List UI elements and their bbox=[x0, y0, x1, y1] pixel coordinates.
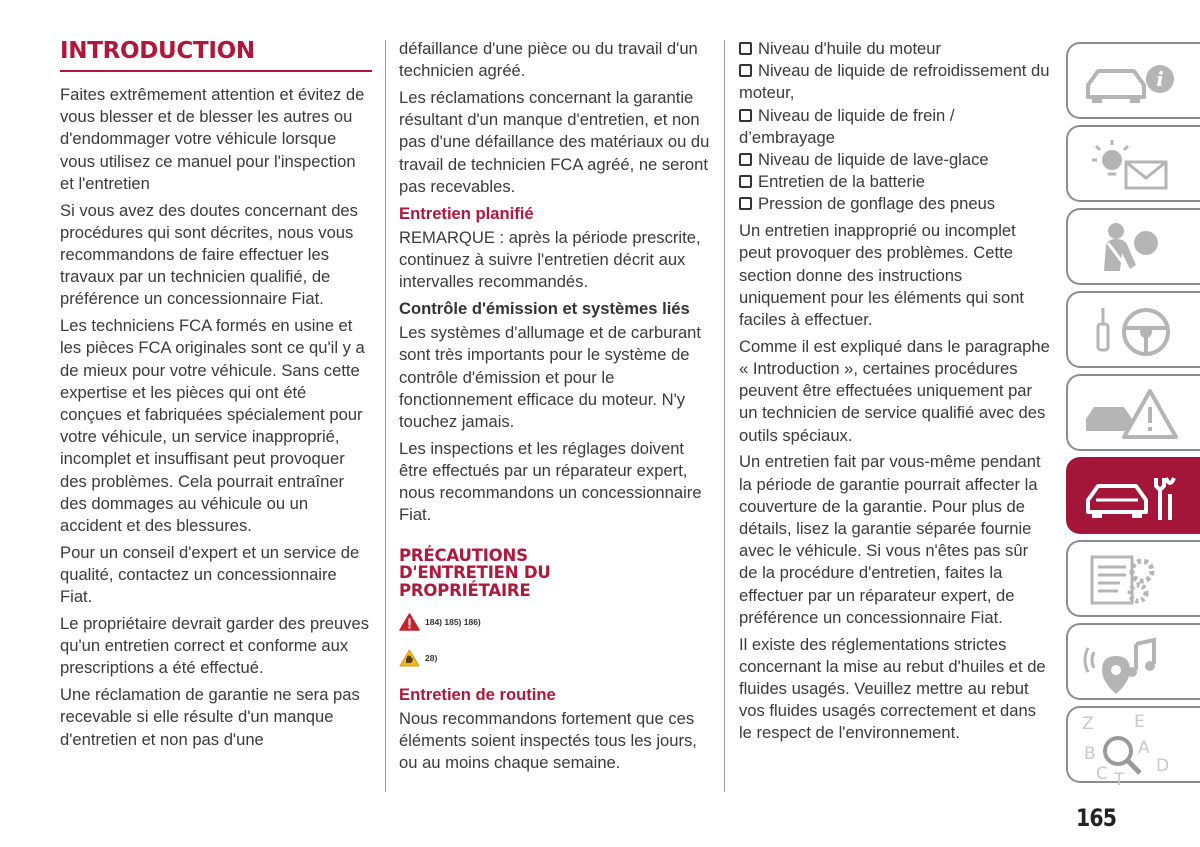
index-letter: E bbox=[1134, 713, 1145, 732]
checklist-item: Niveau de liquide de refroidissement du moteur, bbox=[739, 61, 1050, 103]
paragraph: Un entretien inapproprié ou incomplet peut provoquer des problèmes. Cette section donne des instructions uniquement pour les éléments qui sont faciles à effectuer. bbox=[739, 221, 1025, 330]
danger-warning-refs bbox=[399, 611, 711, 633]
paragraph: Pour un conseil d'expert et un service de qualité, contactez un concessionnaire Fiat. bbox=[60, 542, 360, 607]
warning-light-message-icon bbox=[1080, 132, 1190, 198]
checkbox-square-icon bbox=[739, 42, 752, 55]
tab-maintenance[interactable] bbox=[1066, 457, 1200, 534]
column-2 bbox=[399, 38, 711, 779]
page-number: 165 bbox=[1076, 804, 1117, 832]
index-letter: A bbox=[1138, 738, 1150, 758]
index-letter: T bbox=[1114, 770, 1125, 785]
paragraph: Les inspections et les réglages doivent être effectués par un réparateur expert, nous recommandons un concessionnaire Fiat. bbox=[399, 438, 702, 525]
index-letter: B bbox=[1084, 744, 1096, 764]
paragraph: Comme il est expliqué dans le paragraphe « Introduction », certaines procédures peuvent être effectuées uniquement par un technicien de service qualifié avec des outils spéciaux. bbox=[739, 336, 1050, 445]
subheading-controle-emission: Contrôle d'émission et systèmes liés bbox=[399, 299, 690, 319]
title-rule bbox=[60, 70, 372, 72]
column-1 bbox=[60, 38, 372, 755]
tab-emergency[interactable] bbox=[1066, 374, 1200, 451]
checklist-item: Pression de gonflage des pneus bbox=[739, 193, 1051, 215]
checkbox-square-icon bbox=[739, 109, 752, 122]
warning-reference-numbers: 184) 185) 186) bbox=[425, 617, 481, 628]
car-hazard-triangle-icon bbox=[1080, 381, 1190, 447]
tab-technical-data[interactable] bbox=[1066, 540, 1200, 617]
section-title-line: D'ENTRETIEN DU bbox=[399, 563, 551, 583]
paragraph: Il existe des réglementations strictes concernant la mise au rebut d'huiles et de fluides usagés. Veuillez mettre au rebut vos fluides usagés correctement et dans le respect de l'environnement. bbox=[739, 634, 1046, 743]
section-title-precautions bbox=[399, 547, 711, 600]
caution-warning-refs bbox=[399, 647, 711, 669]
checklist-item: Entretien de la batterie bbox=[739, 171, 1051, 193]
document-gears-icon bbox=[1080, 547, 1190, 613]
paragraph: Les systèmes d'allumage et de carburant sont très importants pour le système de contrôle d'émission et pour le fonctionnement efficace du moteur. N'y touchez jamais. bbox=[399, 323, 702, 432]
checkbox-square-icon bbox=[739, 153, 752, 166]
paragraph: Les techniciens FCA formés en usine et les pièces FCA originales sont ce qu'il y a de mieux pour votre véhicule. Sans cette expertise et les pièces qui ont été conçues et fabriquées spécialement pour votre véhicule, un service inapproprié, incomplet et insuffisant peut provoquer des problèmes. Cela pourrait entraîner des dommages au véhicule ou un accident et des blessures. bbox=[60, 316, 365, 536]
checkbox-square-icon bbox=[739, 64, 752, 77]
checkbox-square-icon bbox=[739, 175, 752, 188]
alphabet-search-icon bbox=[1080, 713, 1190, 785]
index-letter: D bbox=[1156, 756, 1170, 776]
checkbox-square-icon bbox=[739, 197, 752, 210]
column-3 bbox=[739, 38, 1051, 749]
paragraph: défaillance d'une pièce ou du travail d'un technicien agréé. bbox=[399, 39, 698, 81]
tab-dashboard-info[interactable] bbox=[1066, 42, 1200, 119]
paragraph: Nous recommandons fortement que ces éléments soient inspectés tous les jours, ou au moins chaque semaine. bbox=[399, 708, 697, 773]
tab-index[interactable] bbox=[1066, 706, 1200, 783]
page-title: INTRODUCTION bbox=[60, 38, 255, 64]
warning-reference-numbers: 28) bbox=[425, 653, 438, 664]
section-title-line: PRÉCAUTIONS bbox=[399, 545, 528, 565]
tab-safety[interactable] bbox=[1066, 208, 1200, 285]
paragraph: Un entretien fait par vous-même pendant la période de garantie pourrait affecter la couverture de la garantie. Pour plus de détails, lisez la garantie séparée fournie avec le véhicule. Si vous n'êtes pas sûr de la procédure d'entretien, faites la effectuer par un réparateur expert, de préférence un concessionnaire Fiat. bbox=[739, 452, 1041, 627]
caution-hand-triangle-icon bbox=[399, 649, 420, 667]
paragraph: Une réclamation de garantie ne sera pas recevable si elle résulte d'un manque d'entretien et non pas d'une bbox=[60, 685, 360, 749]
paragraph: Faites extrêmement attention et évitez de vous blesser et de blesser les autres ou d'endommager votre véhicule lorsque vous utilisez ce manuel pour l'inspection et l'entretien bbox=[60, 85, 365, 193]
index-letter: C bbox=[1096, 764, 1108, 784]
checklist-item: Niveau de liquide de lave-glace bbox=[739, 149, 1051, 171]
key-steering-wheel-icon bbox=[1080, 298, 1190, 364]
svg-text:i: i bbox=[1156, 67, 1164, 91]
tab-warning-lights[interactable] bbox=[1066, 125, 1200, 202]
subheading-entretien-planifie: Entretien planifié bbox=[399, 203, 534, 223]
tab-multimedia[interactable] bbox=[1066, 623, 1200, 700]
car-info-icon bbox=[1080, 49, 1190, 115]
media-note-location-icon bbox=[1080, 630, 1190, 696]
car-wrench-icon bbox=[1080, 464, 1190, 530]
paragraph: Le propriétaire devrait garder des preuves qu'un entretien correct et conforme aux prescriptions a été effectué. bbox=[60, 614, 370, 678]
danger-triangle-icon bbox=[399, 613, 420, 631]
column-divider bbox=[724, 40, 725, 792]
checklist-item: Niveau de liquide de frein / d’embrayage bbox=[739, 105, 955, 147]
subheading-entretien-routine: Entretien de routine bbox=[399, 684, 556, 704]
index-letter: Z bbox=[1082, 714, 1094, 734]
paragraph: Les réclamations concernant la garantie résultant d'un manque d'entretien, et non pas d'une défaillance des matériaux ou du travail de technicien FCA agréé, ne seront pas recevables. bbox=[399, 88, 710, 196]
paragraph: REMARQUE : après la période prescrite, continuez à suivre l'entretien décrit aux intervalles recommandés. bbox=[399, 227, 701, 292]
paragraph: Si vous avez des doutes concernant des procédures qui sont décrites, nous vous recommandons de faire effectuer les travaux par un technicien qualifié, de préférence un concessionnaire Fiat. bbox=[60, 200, 358, 309]
section-title-line: PROPRIÉTAIRE bbox=[399, 580, 531, 600]
checklist-item: Niveau d'huile du moteur bbox=[739, 38, 1051, 60]
column-divider bbox=[385, 40, 386, 792]
seatbelt-airbag-icon bbox=[1080, 215, 1190, 281]
tab-starting-driving[interactable] bbox=[1066, 291, 1200, 368]
